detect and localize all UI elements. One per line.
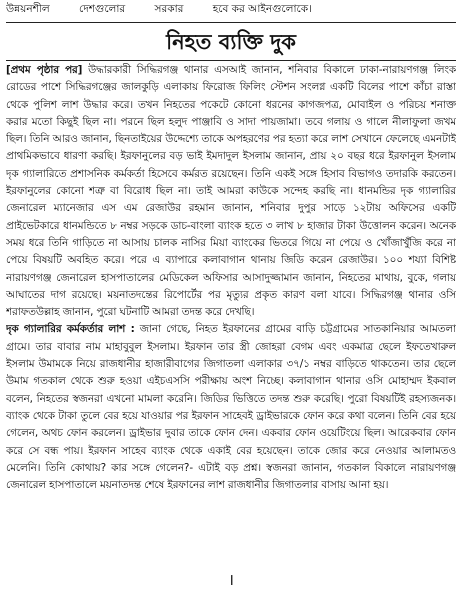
clipped-word-2: দেশগুলোর xyxy=(79,3,126,15)
article-headline: নিহত ব্যক্তি দুক xyxy=(166,29,296,54)
paragraph-1-text: উদ্ধারকারী সিদ্ধিরগঞ্জ থানার এসআই জানান, শনিবার বিকালে ঢাকা-নারায়ণগঞ্জ লিংক রোডের পাশে সিদ্ধিরগঞ্জের জালকুড়ি এলাকায় ফিরোজ ফিলিং স্টেশন সংলগ্ন একটি বিলের পাশে কাঁচা রাস্তা থেকে পুলিশ লাশ উদ্ধার করে। তখন নিহতের পকেটে কোনো ধরনের কাগজপত্র, মোবাইল ও পরিচয় শনাক্ত করার মতো কিছুই ছিল না। পরনে ছিল হলুদ পাঞ্জাবি ও সাদা পায়জামা। তবে গলায় ও গালে নীলাফুলা জখম ছিল। তিনি আরও জানান, ছিনতাইয়ের উদ্দেশ্যে তাকে অপহরণের পর হত্যা করে লাশ সেখানে ফেলেছে এমনটাই প্রাথমিকভাবে ধারণা করছি। ইরফানুলের বড় ভাই ইমদাদুল ইসলাম জানান, প্রায় ২০ বছর ধরে ইরফানুল ইসলাম দৃক গ্যালারিতে প্রশাসনিক কর্মকর্তা হিসেবে কর্মরত রয়েছেন। তিনি একই সঙ্গে হিসাব বিভাগও তদারকি করতেন। ইরফানুলের কোনো শত্রু বা বিরোধ ছিল না। তাই আমরা কাউকে সন্দেহ করছি না। ধানমন্ডির দৃক গ্যালারির জেনারেল ম্যানেজার এস এম রেজাউর রহমান জানান, শনিবার দুপুর সাড়ে ১২টায় অফিসের একটি প্রাইভেটকারে ধানমন্ডিতে ৮ নম্বর সড়কে ডাচ-বাংলা ব্যাংক হতে ৩ লাখ ৮ হাজার টাকা উত্তোলন করেন। অনেক সময় ধরে তিনি গাড়িতে না আসায় চালক নাসির মিয়া ব্যাংকের ভিতরে গিয়ে না পেয়ে ও খোঁজাখুঁজি করে না পেয়ে বিষয়টি অবহিত করে। পরে এ ব্যাপারে কলাবাগান থানায় জিডি করেন রেজাউর। ১০০ শয্যা বিশিষ্ট নারায়ণগঞ্জ জেনারেল হাসপাতালের মেডিকেল অফিসার আসাদুজ্জামান জানান, নিহতের মাথায়, বুকে, গলায় আঘাতের দাগ রয়েছে। ময়নাতদন্তের রিপোর্টের পর মৃত্যুর প্রকৃত কারণ বলা যাবে। সিদ্ধিরগঞ্জ থানার ওসি শরাফতউল্লাহ জানান, পুরো ঘটনাটি আমরা তদন্ত করে দেখছি। xyxy=(6,64,456,319)
paragraph-2-text: জানা গেছে, নিহত ইরফানের গ্রামের বাড়ি চট্টগ্রামের সাতকানিয়ার আমতলা গ্রামে। তার বাবার নাম মাহাবুবুল ইসলাম। ইরফান তার স্ত্রী জোহরা বেগম এবং একমাত্র ছেলে ইফতেখারুল ইসলাম উমামকে নিয়ে রাজধানীর হাজারীবাগের জিগাতলা এলাকার ৩৭/১ নম্বর বাড়িতে থাকতেন। তার ছেলে উমাম গতকাল থেকে শুরু হওয়া এইচএসসি পরীক্ষায় অংশ নিচ্ছে। কলাবাগান থানার ওসি মোহাম্মদ ইকবাল বলেন, নিহতের স্বজনরা এখনো মামলা করেনি। জিডির ভিত্তিতে তদন্ত শুরু করেছি। পুরো বিষয়টিই রহস্যজনক। ব্যাংক থেকে টাকা তুলে বের হয়ে যাওয়ার পর ইরফান সাহেবই ড্রাইভারকে ফোন করে কথা বলেন। তিনি বের হয়ে গেলেন, অথচ ফোন করলেন। ড্রাইভার দুবার তাকে ফোন দেন। একবার ফোন ওয়েটিংয়ে ছিল। আরেকবার ফোন করে সে বন্ধ পায়। ইরফান সাহেব ব্যাংক থেকে একাই বের হয়েছেন। তাকে জোর করে নেওয়ার আলামতও মেলেনি। তিনি কোথায়? কার সঙ্গে গেলেন?- এটাই বড় প্রশ্ন। স্বজনরা জানান, গতকাল বিকালে নারায়ণগঞ্জ জেনারেল হাসপাতালে ময়নাতদন্ত শেষে ইরফানের লাশ রাজধানীর জিগাতলার বাসায় আনা হয়। xyxy=(6,323,456,492)
article-body xyxy=(6,62,456,580)
clipped-word-1: উন্নয়নশীল xyxy=(6,3,50,15)
clipped-word-4: হবে কর আইনগুলোকে। xyxy=(212,3,312,15)
clipped-previous-article-line xyxy=(6,0,456,18)
paragraph-1 xyxy=(6,62,456,321)
top-divider xyxy=(6,22,456,23)
clipped-word-3: সরকার xyxy=(154,3,184,15)
subheading: দৃক গ্যালারির কর্মকর্তার লাশ : xyxy=(6,323,135,336)
paragraph-2 xyxy=(6,321,456,494)
bottom-cropped-fragment: । xyxy=(227,570,235,589)
continuation-marker: [প্রথম পৃষ্ঠার পর] xyxy=(6,64,83,76)
headline-divider xyxy=(6,60,456,61)
